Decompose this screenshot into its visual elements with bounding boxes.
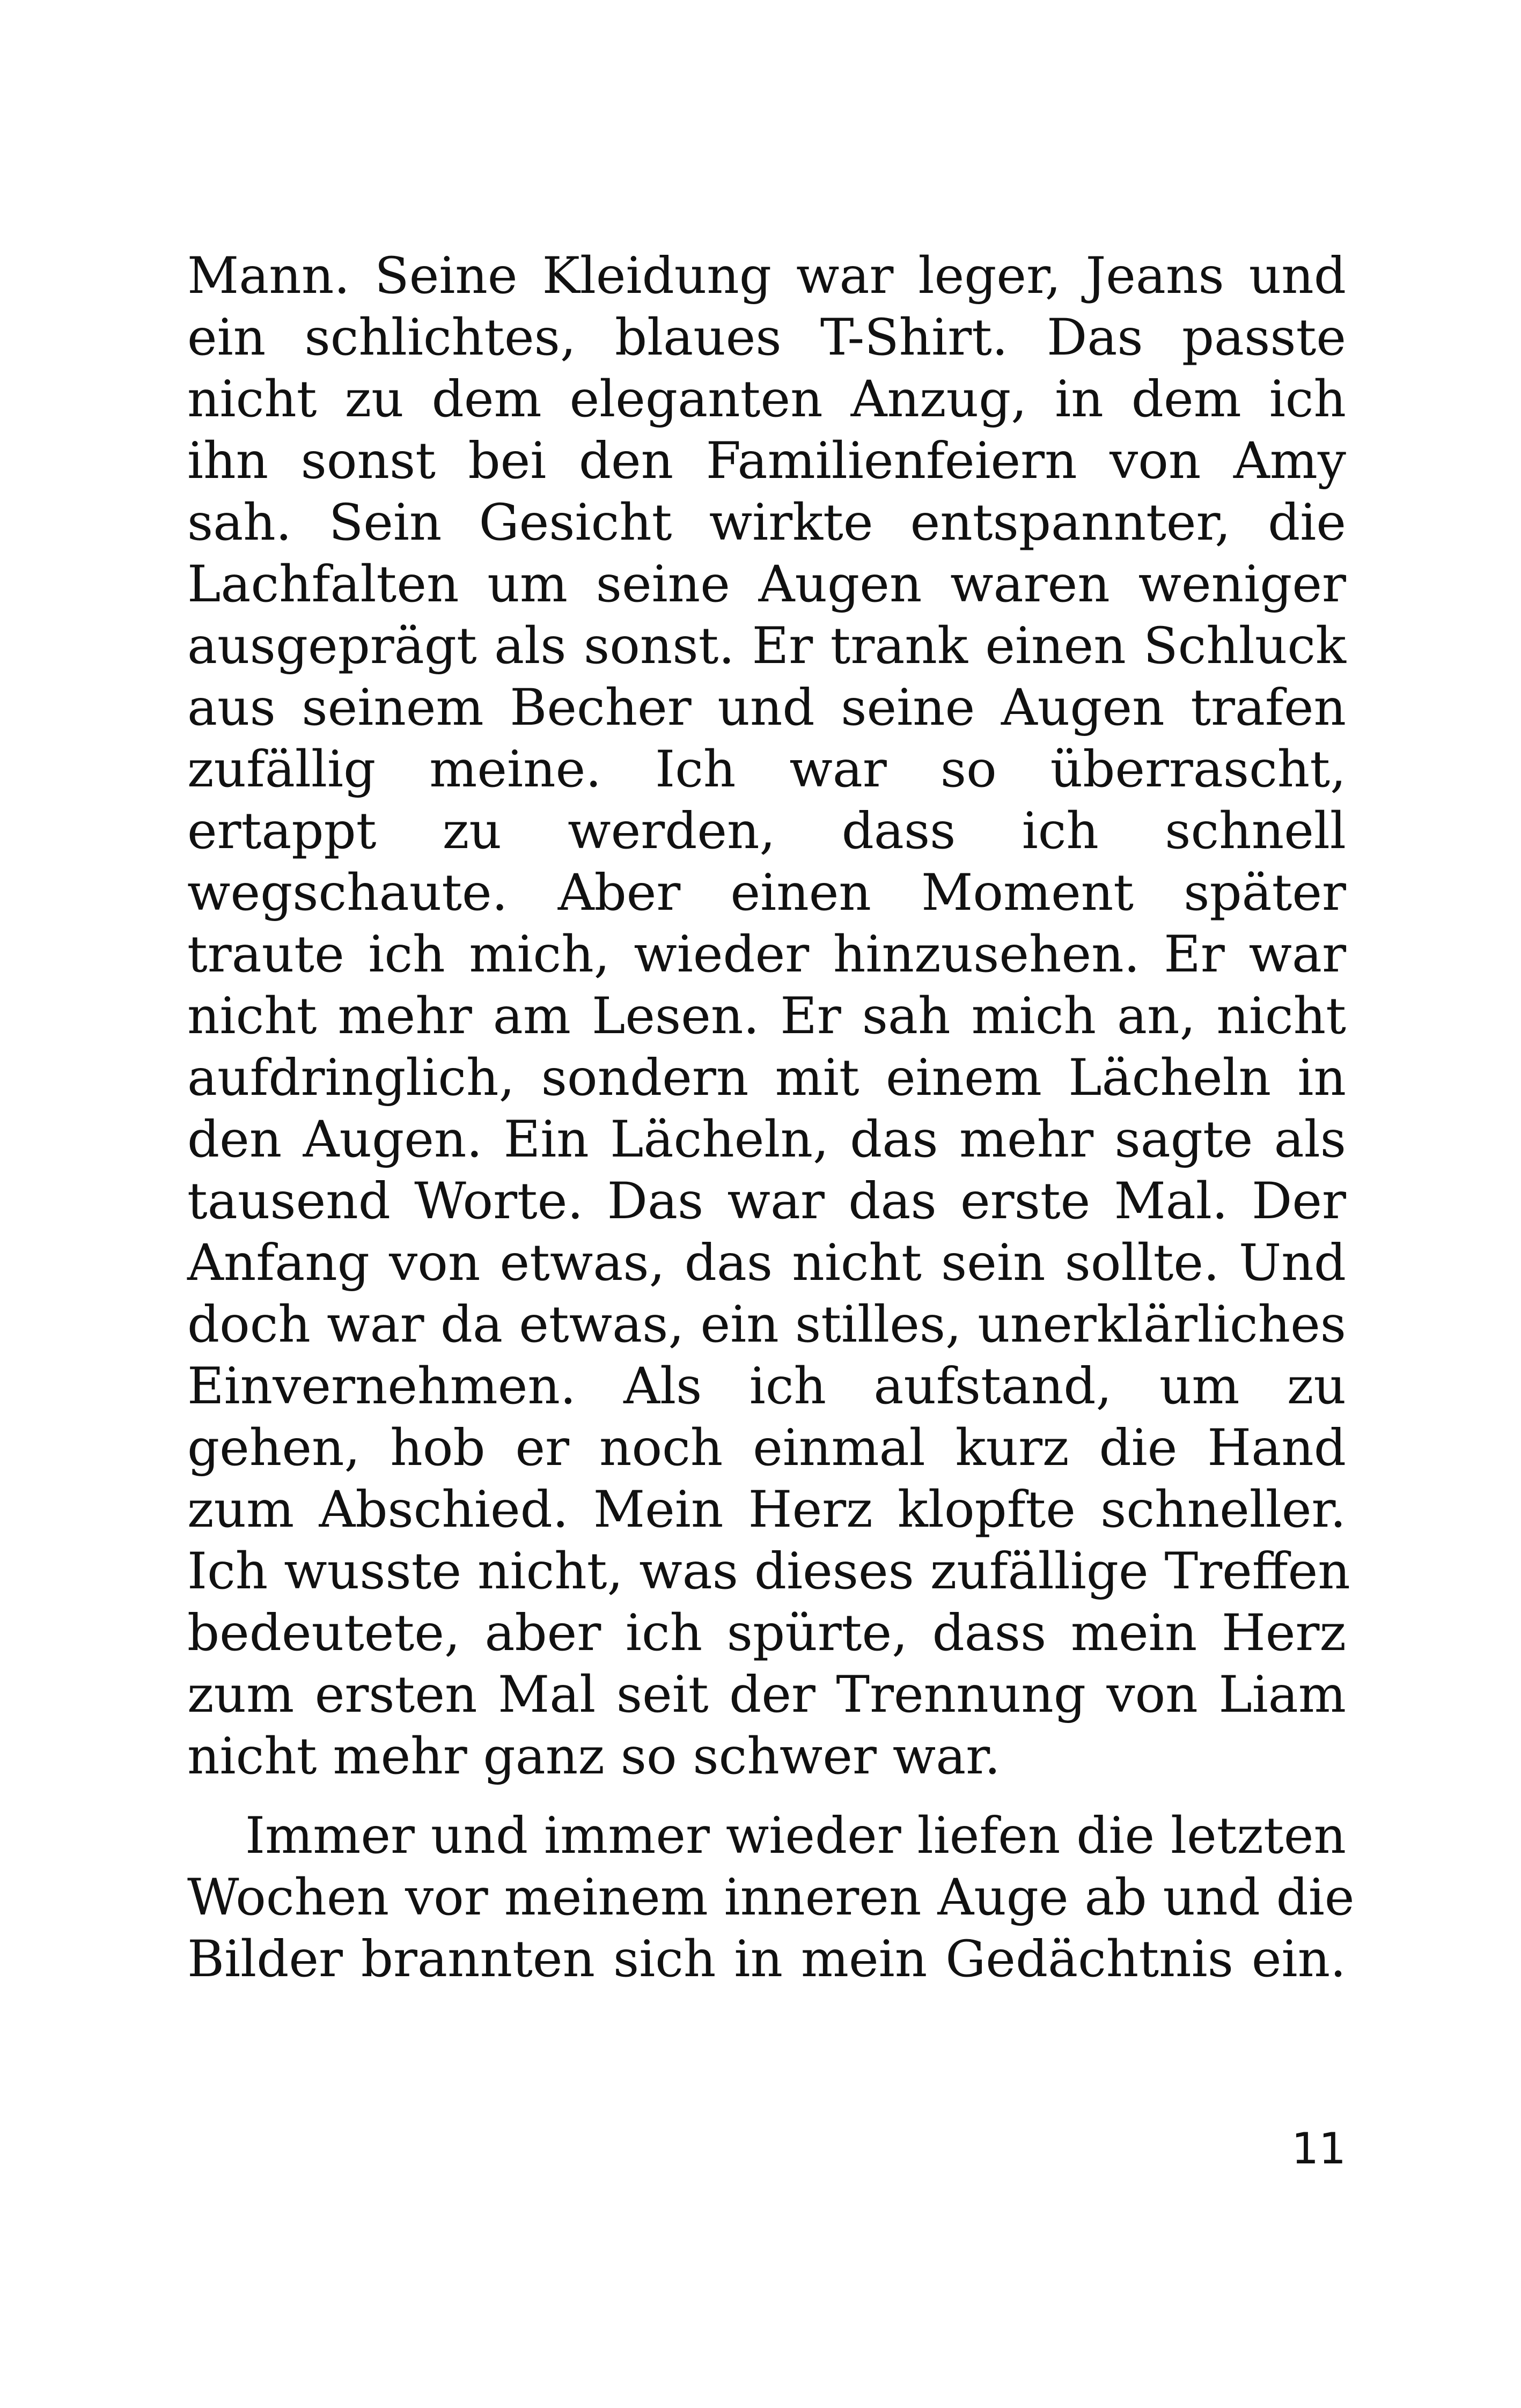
text-line: tausend Worte. Das war das erste Mal. Der xyxy=(187,1172,1346,1231)
text-line: aus seinem Becher und seine Augen trafen xyxy=(187,679,1346,737)
text-line: zum Abschied. Mein Herz klopfte schneller. xyxy=(187,1481,1346,1539)
paragraph-2 xyxy=(187,1805,1355,1990)
text-line: nicht mehr am Lesen. Er sah mich an, nicht xyxy=(187,987,1346,1045)
text-line: Anfang von etwas, das nicht sein sollte. Und xyxy=(187,1234,1346,1292)
text-line: den Augen. Ein Lächeln, das mehr sagte als xyxy=(187,1110,1346,1169)
text-line: Einvernehmen. Als ich aufstand, um zu xyxy=(187,1357,1346,1416)
body-text xyxy=(187,245,1355,1990)
text-line: zufällig meine. Ich war so überrascht, xyxy=(187,740,1346,799)
text-line: wegschaute. Aber einen Moment später xyxy=(187,864,1346,922)
text-line: ertappt zu werden, dass ich schnell xyxy=(187,802,1346,860)
text-line: nicht zu dem eleganten Anzug, in dem ich xyxy=(187,370,1346,429)
text-line: ein schlichtes, blaues T-Shirt. Das passte xyxy=(187,308,1346,367)
text-line: Wochen vor meinem inneren Auge ab und die xyxy=(187,1868,1355,1927)
text-line: gehen, hob er noch einmal kurz die Hand xyxy=(187,1419,1346,1477)
text-line: doch war da etwas, ein stilles, unerklärliches xyxy=(187,1295,1346,1354)
text-line: sah. Sein Gesicht wirkte entspannter, die xyxy=(187,494,1346,552)
paragraph-gap xyxy=(187,1787,1346,1805)
text-line: Immer und immer wieder liefen die letzten xyxy=(245,1807,1346,1865)
paragraph-1 xyxy=(187,245,1350,1787)
text-line: Mann. Seine Kleidung war leger, Jeans und xyxy=(187,247,1346,305)
text-line: zum ersten Mal seit der Trennung von Liam xyxy=(187,1666,1346,1724)
text-line: aufdringlich, sondern mit einem Lächeln in xyxy=(187,1049,1346,1107)
text-line: ausgeprägt als sonst. Er trank einen Schluck xyxy=(187,617,1346,675)
text-line: ihn sonst bei den Familienfeiern von Amy xyxy=(187,432,1346,490)
text-line: Ich wusste nicht, was dieses zufällige Treffen xyxy=(187,1542,1350,1601)
text-line: nicht mehr ganz so schwer war. xyxy=(187,1727,1001,1786)
text-line: traute ich mich, wieder hinzusehen. Er war xyxy=(187,925,1346,984)
text-line: bedeutete, aber ich spürte, dass mein Herz xyxy=(187,1604,1346,1662)
page-number: 11 xyxy=(1291,2124,1346,2174)
text-line: Lachfalten um seine Augen waren weniger xyxy=(187,555,1346,614)
text-line: Bilder brannten sich in mein Gedächtnis ein. xyxy=(187,1930,1346,1989)
